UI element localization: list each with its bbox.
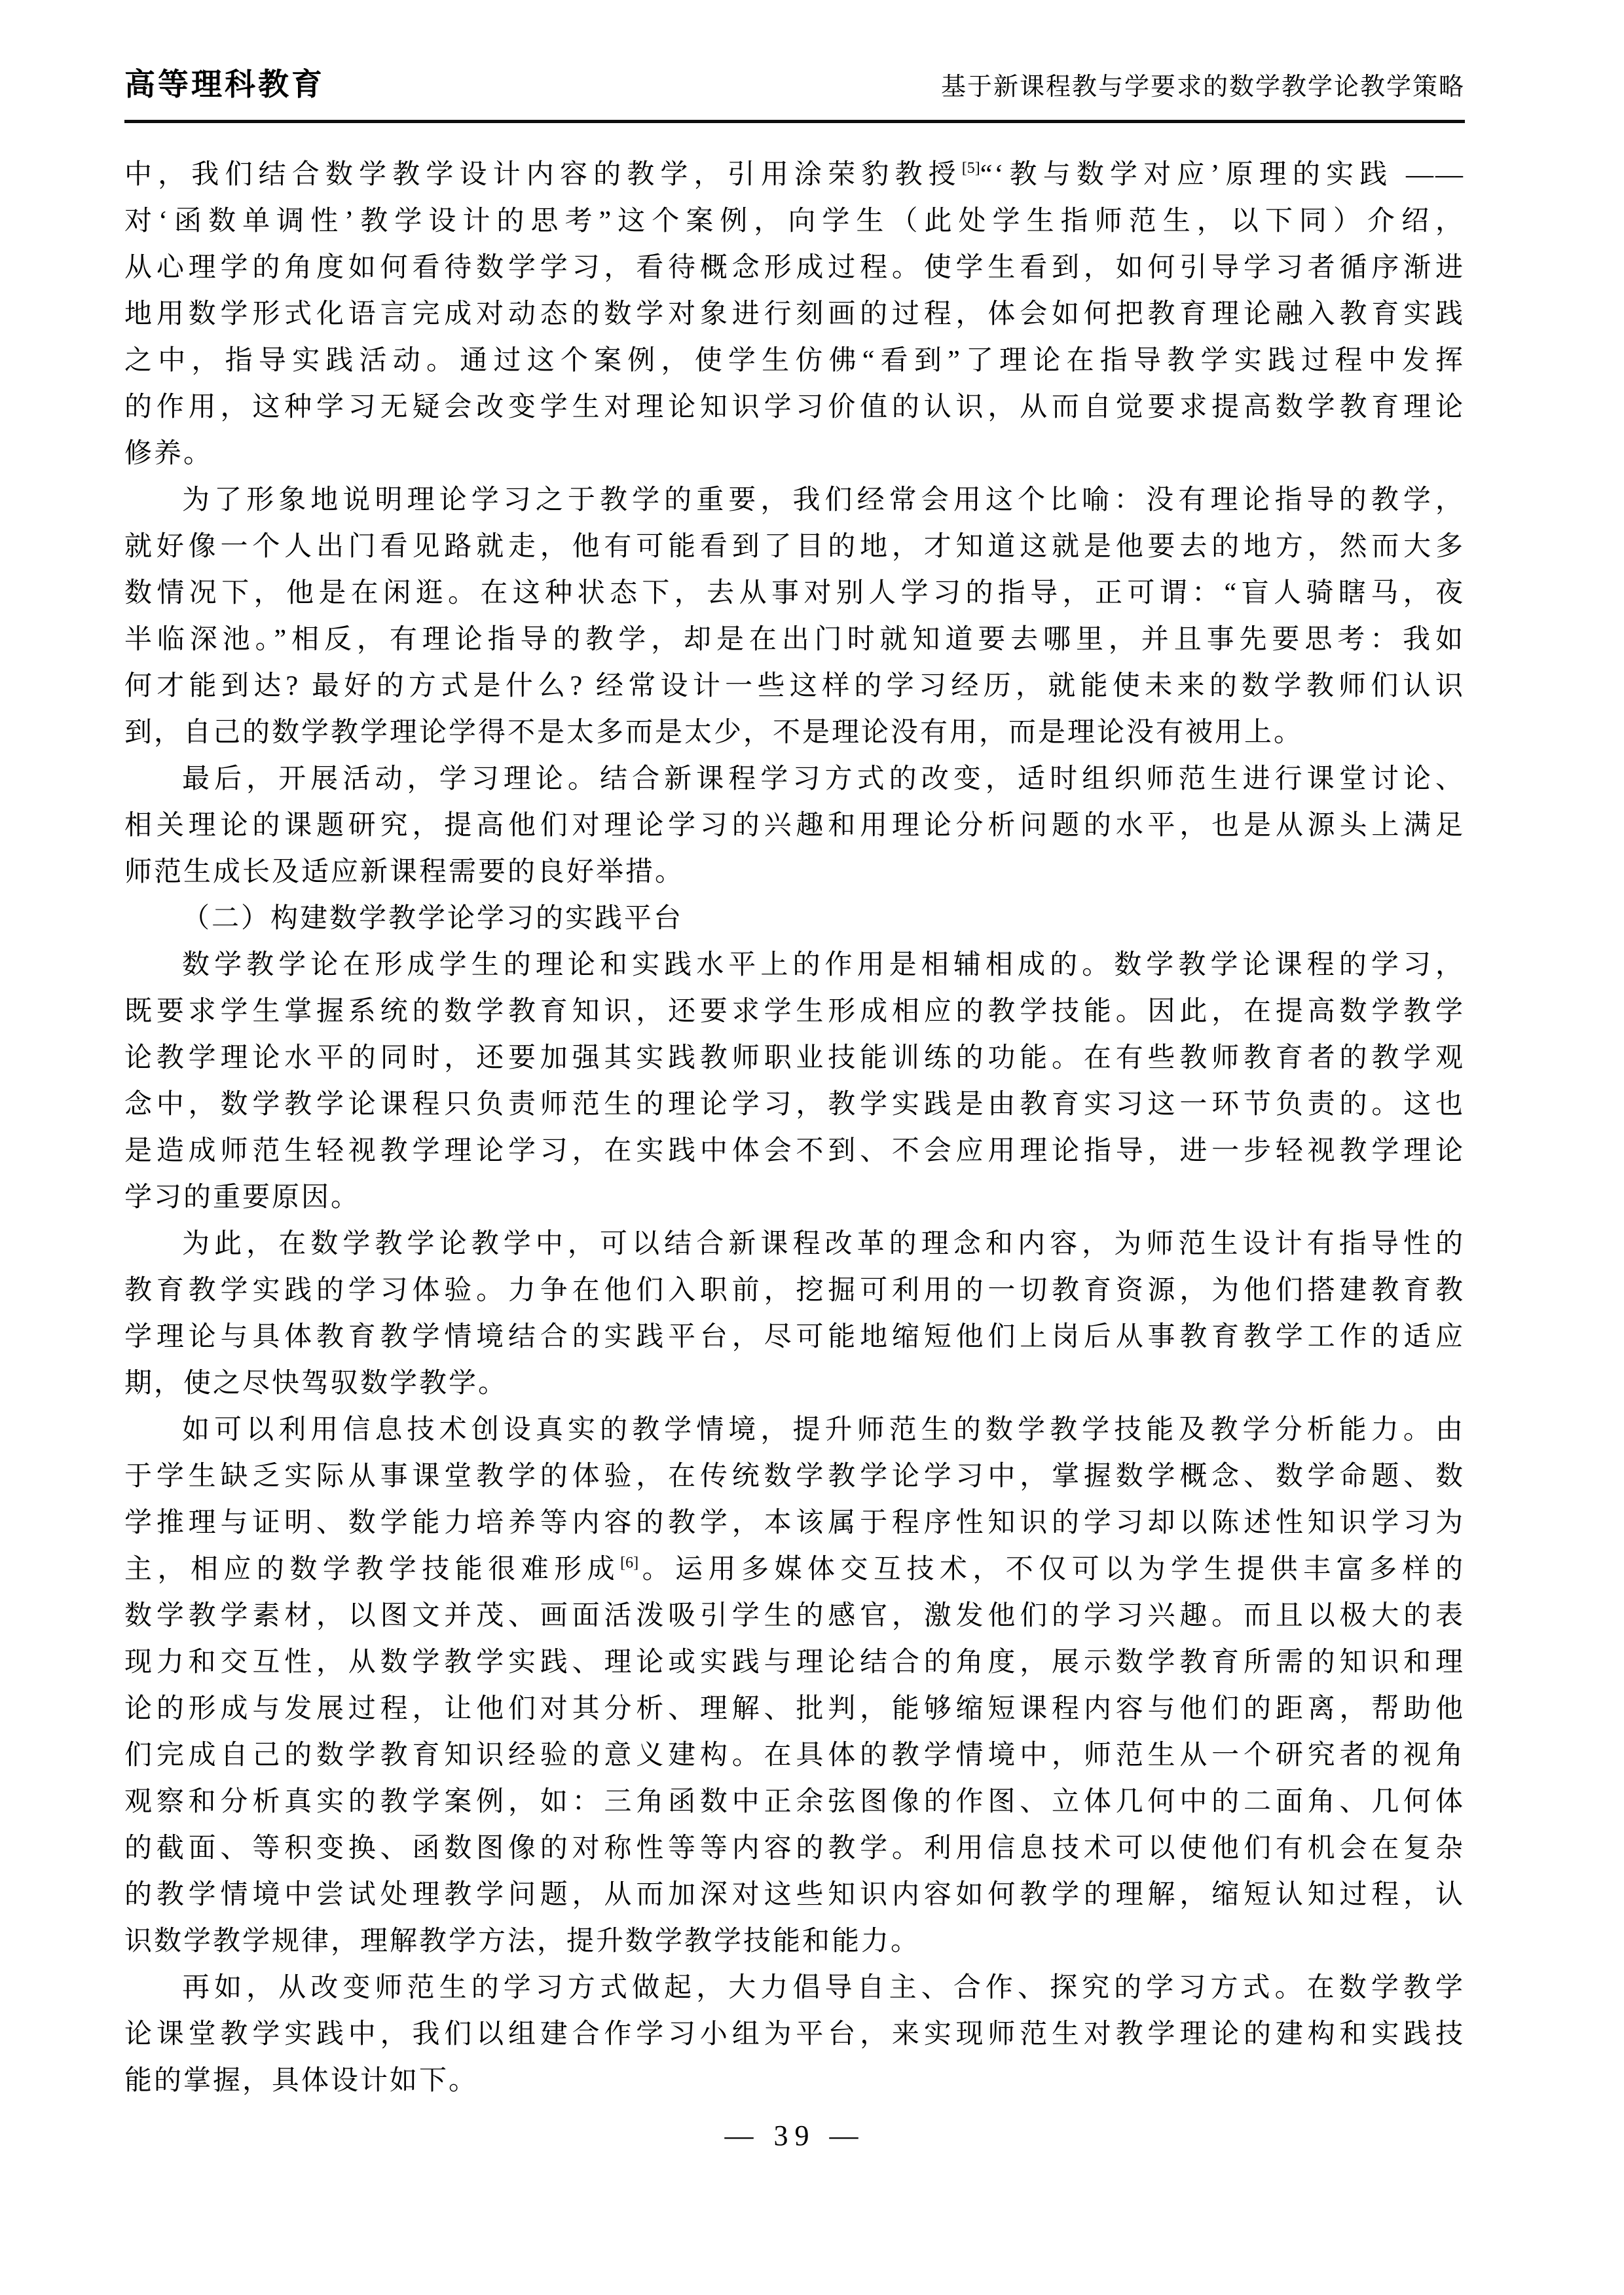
text-line: [124, 1872, 1465, 1919]
text-line: [124, 1314, 1465, 1361]
text-segment: 识数学教学规律，理解教学方法，提升数学教学技能和能力。: [124, 1926, 921, 1956]
text-segment: 对‘函数单调性’教学设计的思考”这个案例，向学生（此处学生指师范生，以下同）介绍，: [124, 206, 1465, 236]
text-segment: 既要求学生掌握系统的数学教育知识，还要求学生形成相应的教学技能。因此，在提高数学教学: [124, 997, 1465, 1027]
text-line: [124, 1965, 1465, 2011]
text-line: [124, 942, 1465, 989]
text-line: [124, 1361, 1465, 1407]
text-segment: 学习的重要原因。: [124, 1183, 361, 1213]
text-line: [124, 1500, 1465, 1547]
text-line: [124, 1779, 1465, 1826]
text-line: [124, 198, 1465, 245]
text-segment: 们完成自己的数学教育知识经验的意义建构。在具体的教学情境中，师范生从一个研究者的视角: [124, 1740, 1465, 1771]
text-segment: 相关理论的课题研究，提高他们对理论学习的兴趣和用理论分析问题的水平，也是从源头上满足: [124, 811, 1465, 841]
text-segment: 学推理与证明、数学能力培养等内容的教学，本该属于程序性知识的学习却以陈述性知识学习为: [124, 1508, 1465, 1538]
body-text: [124, 152, 1465, 2104]
text-segment: 之中，指导实践活动。通过这个案例，使学生仿佛“看到”了理论在指导教学实践过程中发挥: [124, 346, 1465, 376]
text-segment: 最后，开展活动，学习理论。结合新课程学习方式的改变，适时组织师范生进行课堂讨论、: [182, 764, 1465, 794]
text-segment: 半临深池。”相反，有理论指导的教学，却是在出门时就知道要去哪里，并且事先要思考：我如: [124, 625, 1465, 655]
text-segment: 论的形成与发展过程，让他们对其分析、理解、批判，能够缩短课程内容与他们的距离，帮助他: [124, 1694, 1465, 1724]
text-segment: 教育教学实践的学习体验。力争在他们入职前，挖掘可利用的一切教育资源，为他们搭建教育教: [124, 1276, 1465, 1306]
text-line: [124, 849, 1465, 896]
text-segment: 再如，从改变师范生的学习方式做起，大力倡导自主、合作、探究的学习方式。在数学教学: [182, 1973, 1465, 2003]
text-line: [124, 1593, 1465, 1640]
text-segment: 地用数学形式化语言完成对动态的数学对象进行刻画的过程，体会如何把教育理论融入教育实践: [124, 299, 1465, 329]
text-line: [124, 431, 1465, 477]
text-line: [124, 1454, 1465, 1500]
footnote-ref: [6]: [620, 1554, 639, 1571]
text-segment: 何才能到达? 最好的方式是什么? 经常设计一些这样的学习经历，就能使未来的数学教师们认识: [124, 671, 1465, 701]
text-segment: 数学教学素材，以图文并茂、画面活泼吸引学生的感官，激发他们的学习兴趣。而且以极大的表: [124, 1601, 1465, 1631]
text-segment: 现力和交互性，从数学教学实践、理论或实践与理论结合的角度，展示数学教育所需的知识和理: [124, 1647, 1465, 1678]
text-segment: 的教学情境中尝试处理教学问题，从而加深对这些知识内容如何教学的理解，缩短认知过程，认: [124, 1880, 1465, 1910]
text-line: [124, 1035, 1465, 1082]
text-line: [124, 245, 1465, 291]
text-segment: 能的掌握，具体设计如下。: [124, 2066, 479, 2096]
text-segment: 从心理学的角度如何看待数学学习，看待概念形成过程。使学生看到，如何引导学习者循序渐进: [124, 253, 1465, 283]
text-segment: 修养。: [124, 439, 213, 469]
text-segment: 主，相应的数学教学技能很难形成: [124, 1554, 621, 1585]
text-segment: 观察和分析真实的教学案例，如：三角函数中正余弦图像的作图、立体几何中的二面角、几何体: [124, 1787, 1465, 1817]
text-segment: 论教学理论水平的同时，还要加强其实践教师职业技能训练的功能。在有些教师教育者的教学观: [124, 1043, 1465, 1073]
text-line: [124, 1826, 1465, 1872]
text-line: [124, 384, 1465, 431]
text-line: [124, 989, 1465, 1035]
text-line: [124, 1128, 1465, 1175]
text-segment: 中，我们结合数学教学设计内容的教学，引用涂荣豹教授: [124, 160, 962, 190]
text-line: [124, 1268, 1465, 1314]
text-segment: 如可以利用信息技术创设真实的教学情境，提升师范生的数学教学技能及教学分析能力。由: [182, 1415, 1465, 1445]
text-line: [124, 2011, 1465, 2058]
text-line: [124, 803, 1465, 849]
text-segment: 数学教学论在形成学生的理论和实践水平上的作用是相辅相成的。数学教学论课程的学习，: [182, 950, 1465, 980]
text-segment: （二）构建数学教学论学习的实践平台: [182, 904, 684, 934]
text-segment: 期，使之尽快驾驭数学教学。: [124, 1368, 508, 1399]
text-segment: 是造成师范生轻视教学理论学习，在实践中体会不到、不会应用理论指导，进一步轻视教学理论: [124, 1136, 1465, 1166]
text-line: [124, 663, 1465, 710]
text-line: [124, 1686, 1465, 1733]
text-line: [124, 1919, 1465, 1965]
article-title: 基于新课程教与学要求的数学教学论教学策略: [940, 73, 1465, 101]
text-line: [124, 617, 1465, 663]
text-line: [124, 1547, 1465, 1593]
text-line: [124, 524, 1465, 570]
text-line: [124, 1221, 1465, 1268]
text-segment: 。运用多媒体交互技术，不仅可以为学生提供丰富多样的: [638, 1554, 1465, 1585]
journal-title: 高等理科教育: [124, 67, 325, 101]
text-segment: 数情况下，他是在闲逛。在这种状态下，去从事对别人学习的指导，正可谓：“盲人骑瞎马，夜: [124, 578, 1465, 608]
text-segment: 到，自己的数学教学理论学得不是太多而是太少，不是理论没有用，而是理论没有被用上。: [124, 718, 1304, 748]
text-line: [124, 570, 1465, 617]
text-segment: 的截面、等积变换、函数图像的对称性等等内容的教学。利用信息技术可以使他们有机会在复杂: [124, 1833, 1465, 1864]
text-line: [124, 291, 1465, 338]
text-line: [124, 1733, 1465, 1779]
page-header: [124, 60, 1465, 104]
text-segment: 师范生成长及适应新课程需要的良好举措。: [124, 857, 685, 887]
text-line: [124, 1175, 1465, 1221]
text-segment: 学理论与具体教育教学情境结合的实践平台，尽可能地缩短他们上岗后从事教育教学工作的适应: [124, 1322, 1465, 1352]
text-line: [124, 1640, 1465, 1686]
text-segment: 论课堂教学实践中，我们以组建合作学习小组为平台，来实现师范生对教学理论的建构和实践技: [124, 2019, 1465, 2049]
text-line: [124, 1082, 1465, 1128]
text-line: [124, 710, 1465, 756]
text-segment: 就好像一个人出门看见路就走，他有可能看到了目的地，才知道这就是他要去的地方，然而大多: [124, 532, 1465, 562]
text-segment: “‘教与数学对应’原理的实践 ——: [980, 160, 1465, 190]
text-line: [124, 477, 1465, 524]
text-segment: 的作用，这种学习无疑会改变学生对理论知识学习价值的认识，从而自觉要求提高数学教育理论: [124, 392, 1465, 422]
text-line: [124, 896, 1465, 942]
text-segment: 于学生缺乏实际从事课堂教学的体验，在传统数学教学论学习中，掌握数学概念、数学命题、数: [124, 1461, 1465, 1492]
footnote-ref: [5]: [961, 160, 980, 177]
text-line: [124, 338, 1465, 384]
text-segment: 为了形象地说明理论学习之于教学的重要，我们经常会用这个比喻：没有理论指导的教学，: [182, 485, 1465, 515]
text-line: [124, 2058, 1465, 2104]
text-line: [124, 756, 1465, 803]
text-line: [124, 152, 1465, 198]
header-rule: [124, 120, 1465, 123]
page-number: — 39 —: [724, 2120, 865, 2152]
text-segment: 念中，数学教学论课程只负责师范生的理论学习，教学实践是由教育实习这一环节负责的。这也: [124, 1090, 1465, 1120]
text-line: [124, 1407, 1465, 1454]
text-segment: 为此，在数学教学论教学中，可以结合新课程改革的理念和内容，为师范生设计有指导性的: [182, 1229, 1465, 1259]
